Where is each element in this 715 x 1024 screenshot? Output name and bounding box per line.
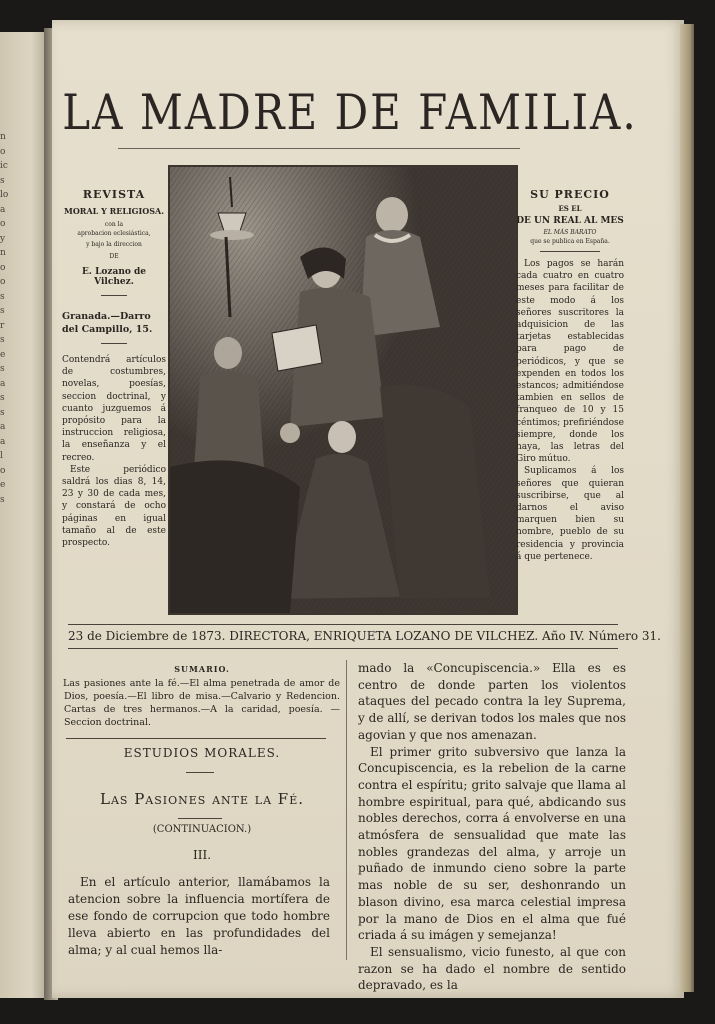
facing-page-fragment: e [0,480,6,490]
facing-page-fragment: n [0,132,6,142]
facing-page-fragment: s [0,291,5,302]
revista-heading: REVISTA [82,188,146,201]
left-rule-2 [101,343,127,344]
payment-terms: Los pagos se harán cada cuatro en cuatro meses para facilitar de este modo á los señores suscritores la adquisicion de las tarjetas establecidas para pago de periódicos, y que se expenden en todos los estancos; admitiéndose tambien en sellos de franqueo de 10 y 15 céntimos; prefiriéndose siempre, donde los haya, las letras del Giro mútuo. [516,259,624,465]
revista-subtitle: MORAL Y RELIGIOSA. [63,206,164,216]
approval-line-3: y bajo la direccion [86,241,142,248]
subscriber-request: Suplicamos á los señores que quieran suscribirse, que al darnos el aviso marquen bien su nombre, pueblo de su residencia y provincia á que pertenece. [516,466,624,562]
sumario-title: SUMARIO. [174,664,230,674]
sumario-rule [66,738,326,739]
article-title-rule [178,818,222,819]
facing-page-fragment: e [0,349,6,360]
facing-page-fragment: l [0,451,3,461]
body-paragraph-1: mado la «Concupiscencia.» Ella es es centro de donde parten los violentos ataques del pecado contra la ley Suprema, y de allí, se derivan todos los males que nos agovian y que nos amenazan. [358,661,626,742]
article-title: Las Pasiones ante la Fé. [99,790,305,808]
facing-page-fragment: y [0,233,6,244]
engraving-illustration [168,165,518,615]
approval-line-1: con la [104,221,124,228]
facing-page-fragment: s [0,407,5,418]
facing-page-fragment: n [0,248,6,258]
left-info-column [62,190,166,549]
article-body-right [358,660,626,994]
facing-page-fragment: s [0,306,5,316]
facing-page-fragment: r [0,320,5,331]
contents-description: Contendrá artículos de costumbres, novelas, poesías, seccion doctrinal, y cuanto juzguemos á propósito para la instruccion religiosa, la enseñanza y el recreo. [62,355,166,463]
right-info-column [516,190,624,563]
left-rule-1 [101,295,127,296]
facing-page-fragment: ic [0,161,8,171]
facing-page-fragment: lo [0,190,9,200]
sumario-text: Las pasiones ante la fé.—El alma penetrada de amor de Dios, poesía.—El libro de misa.—Calvario y Redencion. Cartas de tres hermanos.—A la caridad, poesía. —Seccion doctrinal. [63,678,340,728]
facing-page-fragment: a [0,378,6,389]
facing-page-fragment: a [0,204,6,215]
section-title: ESTUDIOS MORALES. [123,746,281,760]
section-rule [186,772,214,773]
address-text: Granada.—Darro del Campillo, 15. [62,311,153,335]
price-line-3: DE UN REAL AL MES [516,216,624,226]
body-paragraph-2: El primer grito subversivo que lanza la Concupiscencia, es la rebelion de la carne contra el espíritu; grito salvaje que llama al hombre espiritual, para qué, abdicando sus nobles derechos, corra á envolverse en una atmósfera de sensualidad que mate las nobles grandezas del alma, y arroje un puñado de inmundo cieno sobre la parte mas noble de su ser, deshonrando un blason divino, esa marca celestial impresa por la mano de Dios en el alma que fué criada á su imágen y semejanza! [358,744,626,943]
facing-page-fragment: s [0,175,5,186]
approval-line-2: aprobacion eclesiástica, [77,230,151,237]
price-line-2: ES EL [558,204,582,213]
continuation-label: (CONTINUACION.) [152,824,252,835]
facing-page-fragment: s [0,494,5,505]
approval-line-4: DE [109,253,119,260]
facing-page-fragment: o [0,219,6,229]
column-divider [346,660,347,960]
facing-page-fragment: o [0,465,6,476]
facing-page-fragment: s [0,393,5,403]
price-line-4: EL MÁS BARATO [543,229,597,236]
price-line-5: que se publica en España. [530,238,610,245]
facing-page-fragment: s [0,364,5,374]
price-heading: SU PRECIO [530,188,610,201]
editor-name: E. Lozano de Vilchez. [81,267,147,287]
facing-page-fragment: a [0,436,6,447]
facing-page-fragment: o [0,262,6,273]
facing-page-fragment: o [0,146,6,157]
issue-date-line: 23 de Diciembre de 1873. DIRECTORA, ENRIQUETA LOZANO DE VILCHEZ. Año IV. Número 31. [68,624,618,649]
masthead-rule [118,148,520,149]
article-body-left: En el artículo anterior, llamábamos la atencion sobre la influencia mortífera de ese fondo de corrupcion que todo hombre lleva abierto en las profundidades del alma; y al cual hemos lla- [68,875,330,957]
body-paragraph-3: El sensualismo, vicio funesto, al que con razon se ha dado el nombre de sentido depravado, es la [358,944,626,993]
page-fore-edge [680,24,694,992]
chapter-numeral: III. [192,848,212,862]
facing-page-fragment: a [0,422,6,432]
facing-page-fragment: s [0,335,5,345]
sumario-block [64,664,340,729]
publication-schedule: Este periódico saldrá los dias 8, 14, 23 y 30 de cada mes, y constará de ocho páginas en igual tamaño al de este prospecto. [62,464,166,549]
masthead-title: LA MADRE DE FAMILIA. [62,84,638,141]
facing-page-fragment: o [0,277,6,287]
family-reading-engraving [170,167,516,613]
right-rule [540,251,600,252]
